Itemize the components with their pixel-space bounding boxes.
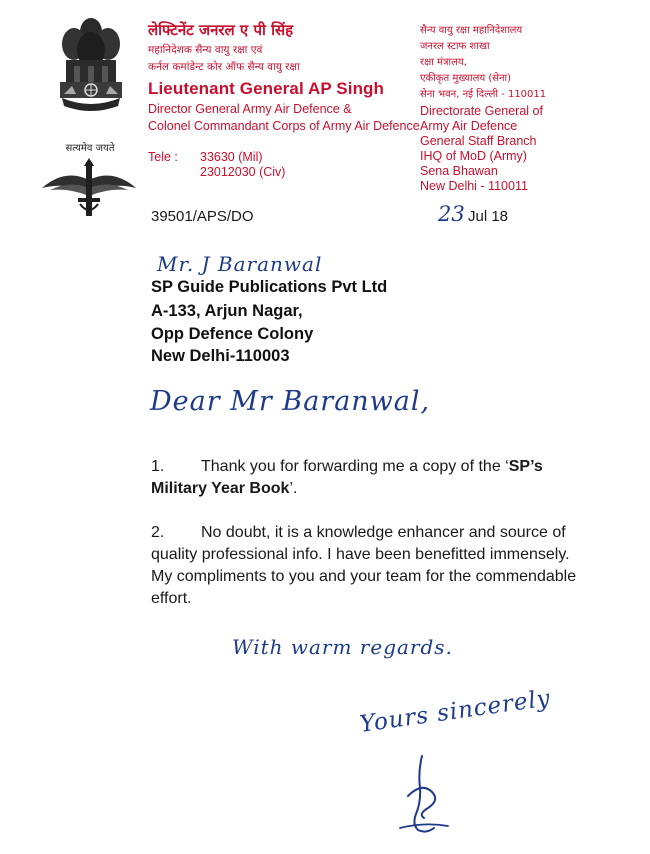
paragraph-2 xyxy=(151,522,591,610)
paragraph-1-text: Thank you for forwarding me a copy of the ‘ xyxy=(201,458,509,475)
date-month-year: Jul 18 xyxy=(468,208,509,225)
recipient-address-line: SP Guide Publications Pvt Ltd xyxy=(151,278,388,296)
national-emblem-icon xyxy=(52,10,130,138)
paragraph-2-number: 2. xyxy=(151,524,165,541)
telephone-military: 33630 (Mil) xyxy=(200,150,263,164)
recipient-address-line: New Delhi-110003 xyxy=(151,347,290,365)
officer-name-english: Lieutenant General AP Singh xyxy=(148,79,385,98)
designation-english-line-2: Colonel Commandant Corps of Army Air Defence xyxy=(148,119,420,133)
army-air-defence-insignia-icon xyxy=(40,158,138,220)
recipient-address-line: Opp Defence Colony xyxy=(151,325,314,343)
office-address-english-line: Sena Bhawan xyxy=(420,164,498,178)
officer-name-hindi: लेफ्टिनेंट जनरल ए पी सिंह xyxy=(148,21,294,39)
paragraph-1-number: 1. xyxy=(151,458,165,475)
recipient-name-handwritten: Mr. J Baranwal xyxy=(157,252,323,276)
recipient-address-line: A-133, Arjun Nagar, xyxy=(151,302,303,320)
office-address-english-line: IHQ of MoD (Army) xyxy=(420,149,527,163)
office-address-hindi-line: रक्षा मंत्रालय, xyxy=(420,57,467,68)
office-address-english-line: Directorate General of xyxy=(420,104,543,118)
paragraph-2-text: No doubt, it is a knowledge enhancer and source of quality professional info. I have been benefitted immensely. My compliments to you and your team for the commendable effort. xyxy=(151,524,577,607)
office-address-english-line: New Delhi - 110011 xyxy=(420,179,528,193)
paragraph-1 xyxy=(151,456,591,500)
salutation-handwritten: Dear Mr Baranwal, xyxy=(150,386,431,417)
office-address-hindi-line: जनरल स्टाफ शाखा xyxy=(420,41,490,52)
designation-hindi-line-1: महानिदेशक सैन्य वायु रक्षा एवं xyxy=(148,44,263,56)
designation-hindi-line-2: कर्नल कमांडेन्ट कोर ऑफ सैन्य वायु रक्षा xyxy=(148,61,300,73)
office-address-english-line: Army Air Defence xyxy=(420,119,518,133)
reference-number: 39501/APS/DO xyxy=(151,208,254,225)
paragraph-1-end: ’. xyxy=(289,480,298,497)
book-title: SP’s Military Year Book xyxy=(151,458,543,497)
emblem-motto: सत्यमेव जयते xyxy=(65,143,115,154)
office-address-english-line: General Staff Branch xyxy=(420,134,537,148)
telephone-civil: 23012030 (Civ) xyxy=(200,165,286,179)
office-address-hindi-line: सैन्य वायु रक्षा महानिदेशालय xyxy=(420,25,523,36)
designation-english-line-1: Director General Army Air Defence & xyxy=(148,102,352,116)
closing-handwritten: With warm regards. xyxy=(232,635,453,659)
office-address-hindi-line: सेना भवन, नई दिल्ली - 110011 xyxy=(420,89,547,100)
office-address-hindi-line: एकीकृत मुख्यालय (सेना) xyxy=(420,73,512,84)
telephone-label: Tele : xyxy=(148,150,178,164)
signoff-handwritten: Yours sincerely xyxy=(358,685,553,738)
date-day-handwritten: 23 xyxy=(438,202,465,226)
signature-icon xyxy=(388,752,460,834)
